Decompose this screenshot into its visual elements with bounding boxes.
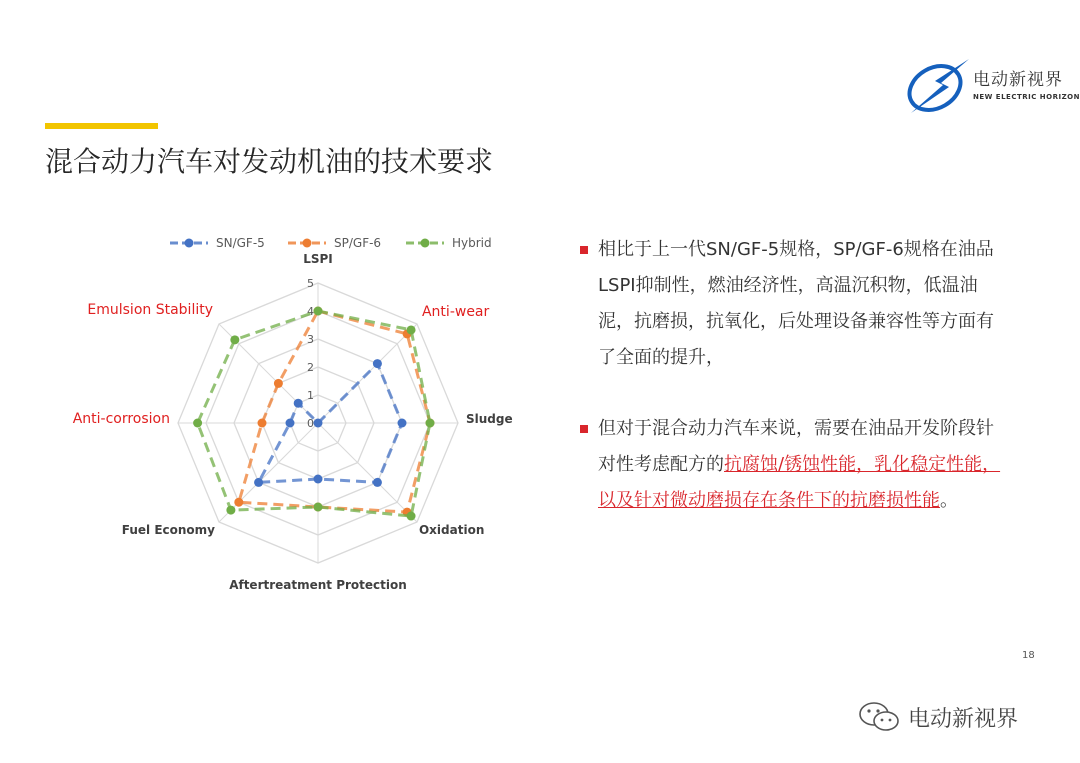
radial-tick-label: 3 (307, 333, 314, 346)
data-point (230, 335, 239, 344)
radial-tick-label: 0 (307, 417, 314, 430)
logo-en-text: NEW ELECTRIC HORIZON (973, 93, 1080, 101)
legend-marker (185, 239, 194, 248)
logo-cn-text: 电动新视界 (973, 70, 1063, 90)
axis-label: Aftertreatment Protection (229, 578, 407, 592)
logo-icon (905, 55, 971, 115)
chart-legend (170, 236, 492, 250)
bullet-tail-text: 。 (940, 490, 958, 511)
bullet-item-2 (578, 411, 1008, 519)
axis-label: Fuel Economy (121, 522, 216, 537)
data-point (426, 419, 435, 428)
bullet-square-icon (580, 246, 588, 254)
legend-marker (303, 239, 312, 248)
bullet-item-1 (578, 232, 1008, 376)
data-point (294, 399, 303, 408)
data-point (258, 419, 267, 428)
data-point (314, 503, 323, 512)
data-point (373, 359, 382, 368)
data-point (274, 379, 283, 388)
data-point (314, 307, 323, 316)
axis-label: Oxidation (418, 522, 485, 537)
axis-label: Anti-wear (421, 304, 490, 321)
axis-label: LSPI (303, 252, 333, 266)
axis-label: Emulsion Stability (87, 302, 214, 319)
data-point (234, 498, 243, 507)
legend-entry: Hybrid (452, 236, 492, 250)
axis-label: Anti-corrosion (72, 411, 170, 427)
legend-entry: SP/GF-6 (334, 236, 382, 250)
data-point (314, 475, 323, 484)
bullet-highlight-text: 抗腐蚀/锈蚀性能，乳化稳定性能，以及针对微动磨损存在条件下的抗磨损性能 (598, 454, 1001, 511)
data-point (398, 419, 407, 428)
bullet-list (578, 232, 1008, 519)
data-point (373, 478, 382, 487)
wechat-icon (858, 700, 902, 734)
page-number: 18 (1022, 650, 1035, 661)
radial-tick-label: 4 (307, 305, 314, 318)
bullet-square-icon (580, 425, 588, 433)
data-point (226, 506, 235, 515)
page-title: 混合动力汽车对发动机油的技术要求 (45, 145, 494, 178)
data-point (286, 419, 295, 428)
bullet-text: 相比于上一代SN/GF-5规格，SP/GF-6规格在油品LSPI抑制性，燃油经济性，高温沉积物，低温油泥，抗磨损，抗氧化，后处理设备兼容性等方面有了全面的提升， (598, 239, 994, 368)
axis-label: Sludge (466, 412, 513, 426)
watermark-text: 电动新视界 (908, 707, 1019, 732)
legend-marker (421, 239, 430, 248)
radar-chart (60, 225, 540, 595)
title-accent-bar (45, 123, 158, 129)
radial-tick-label: 1 (307, 389, 314, 402)
watermark (858, 700, 1058, 736)
legend-entry: SN/GF-5 (216, 236, 265, 250)
data-point (314, 419, 323, 428)
data-point (407, 325, 416, 334)
data-point (193, 419, 202, 428)
radial-tick-label: 5 (307, 277, 314, 290)
data-point (407, 512, 416, 521)
radial-tick-label: 2 (307, 361, 314, 374)
brand-logo (905, 55, 1080, 115)
bullet-text: 但对于混合动力汽车来说，需要在油品开发阶段针对性考虑配方的 (598, 418, 994, 475)
data-point (254, 478, 263, 487)
